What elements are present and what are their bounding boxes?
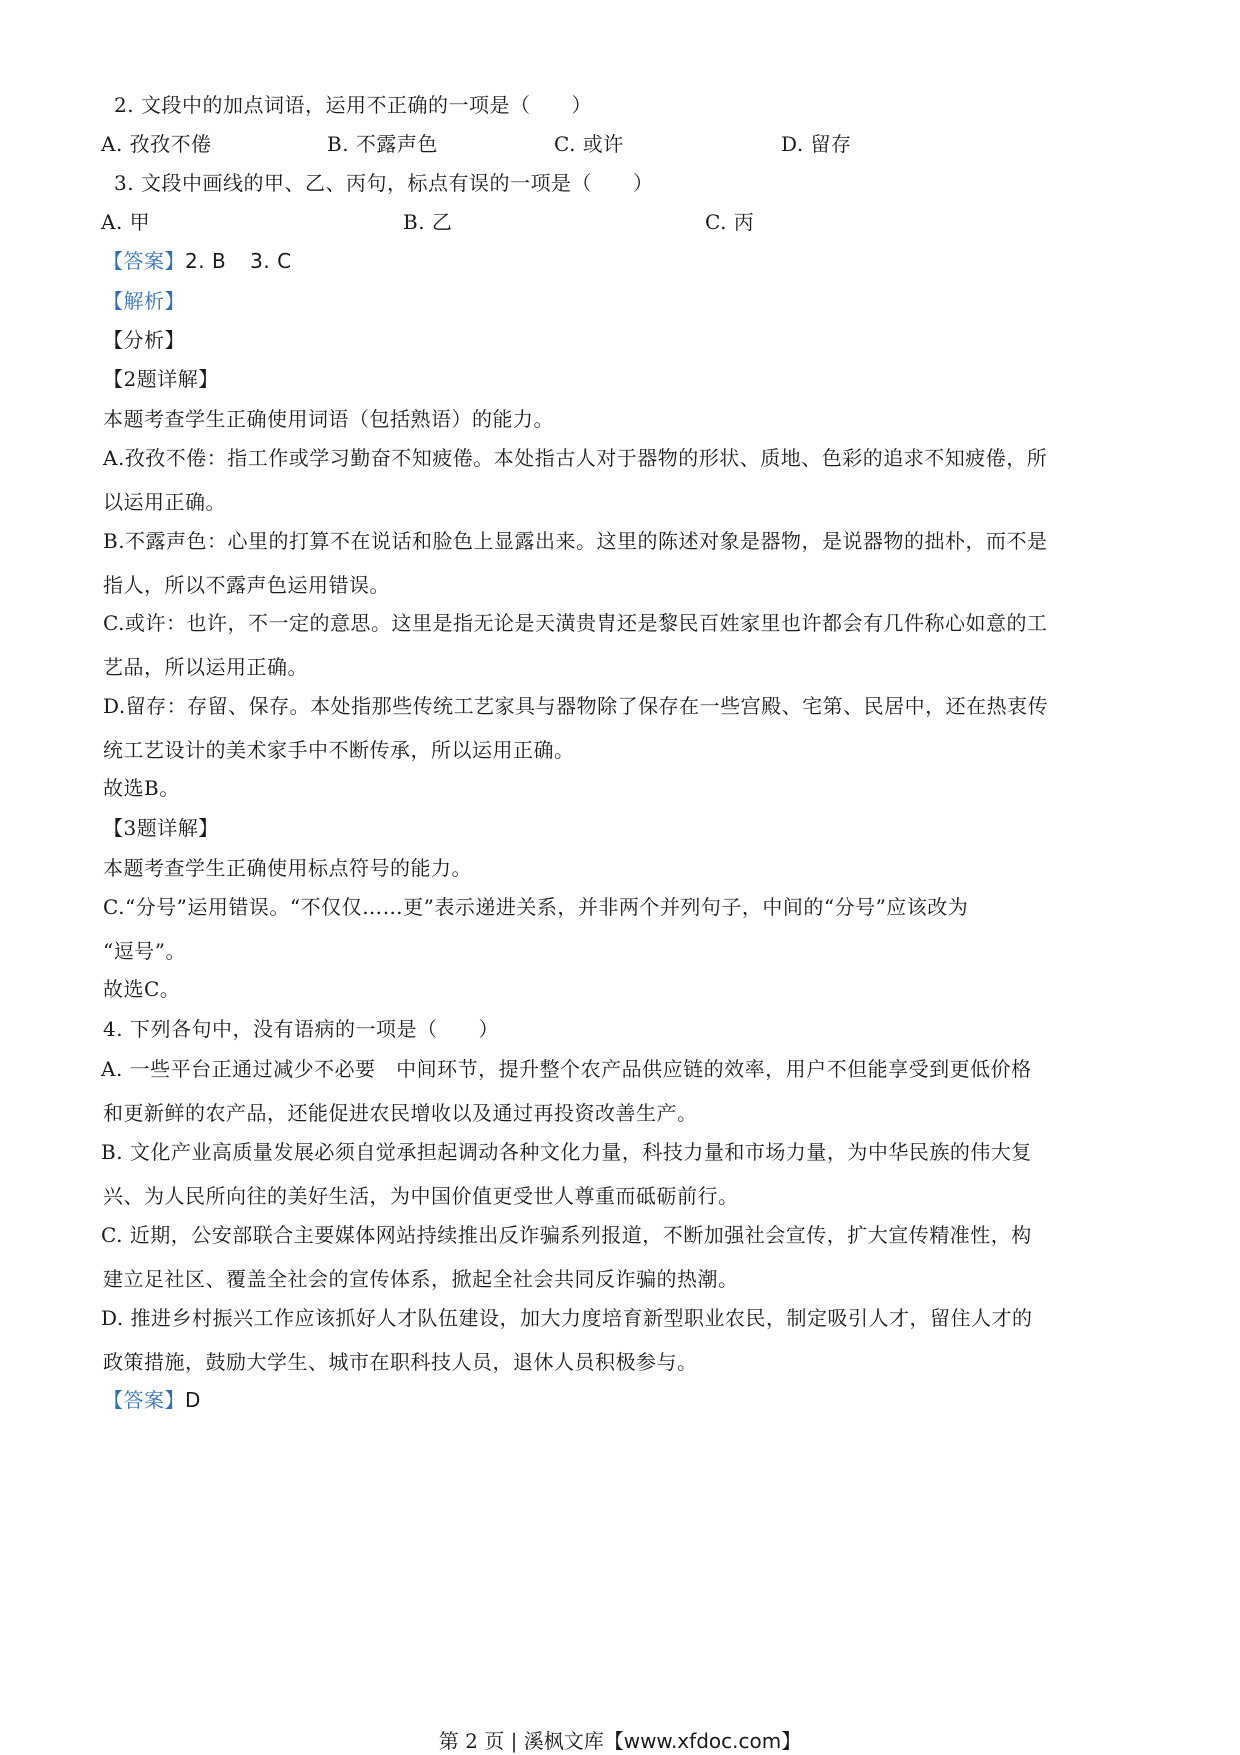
q4-option-b-line2: 兴、为人民所向往的美好生活，为中国价值更受世人尊重而砥砺前行。 bbox=[103, 1184, 739, 1208]
answer-line-4 bbox=[103, 1386, 201, 1414]
detail2-conclusion: 故选B。 bbox=[103, 776, 180, 800]
q3-option-c: C. 丙 bbox=[705, 210, 755, 234]
detail2-b-line2: 指人，所以不露声色运用错误。 bbox=[103, 573, 390, 597]
detail3-c-line1: C.“分号”运用错误。“不仅仅……更”表示递进关系，并非两个并列句子，中间的“分号”应该改为 bbox=[103, 895, 969, 919]
detail2-a-line1: A.孜孜不倦：指工作或学习勤奋不知疲倦。本处指古人对于器物的形状、质地、色彩的追求不知疲倦，所 bbox=[103, 446, 1048, 470]
detail3-c-line2: “逗号”。 bbox=[103, 939, 186, 963]
answer-q2: 2. B bbox=[185, 249, 227, 273]
q4-option-c-line1: C. 近期，公安部联合主要媒体网站持续推出反诈骗系列报道，不断加强社会宣传，扩大宣传精准性，构 bbox=[101, 1223, 1032, 1247]
q3-option-b: B. 乙 bbox=[403, 210, 453, 234]
footer-site-link[interactable]: 溪枫文库【www.xfdoc.com】 bbox=[523, 1729, 802, 1753]
q4-option-c-line2: 建立足社区、覆盖全社会的宣传体系，掀起全社会共同反诈骗的热潮。 bbox=[103, 1267, 739, 1291]
answer4-value: D bbox=[185, 1388, 201, 1412]
footer-separator: | bbox=[510, 1729, 518, 1753]
q2-option-d: D. 留存 bbox=[781, 132, 852, 156]
detail3-heading: 【3题详解】 bbox=[103, 816, 219, 840]
detail3-conclusion: 故选C。 bbox=[103, 977, 181, 1001]
detail2-intro: 本题考查学生正确使用词语（包括熟语）的能力。 bbox=[103, 407, 554, 431]
q3-option-a: A. 甲 bbox=[101, 210, 151, 234]
q4-option-a-line1: A. 一些平台正通过减少不必要 中间环节，提升整个农产品供应链的效率，用户不但能享受到更低价格 bbox=[101, 1057, 1032, 1081]
detail2-heading: 【2题详解】 bbox=[103, 367, 219, 391]
detail3-intro: 本题考查学生正确使用标点符号的能力。 bbox=[103, 856, 472, 880]
q4-option-a-line2: 和更新鲜的农产品，还能促进农民增收以及通过再投资改善生产。 bbox=[103, 1101, 698, 1125]
detail2-d-line2: 统工艺设计的美术家手中不断传承，所以运用正确。 bbox=[103, 738, 575, 762]
q2-stem: 2. 文段中的加点词语，运用不正确的一项是（ ） bbox=[114, 93, 592, 117]
page-footer bbox=[0, 1727, 1240, 1755]
q4-stem: 4. 下列各句中，没有语病的一项是（ ） bbox=[103, 1017, 499, 1041]
q4-option-d-line2: 政策措施，鼓励大学生、城市在职科技人员，退休人员积极参与。 bbox=[103, 1350, 698, 1374]
analysis-tag: 【解析】 bbox=[103, 289, 185, 313]
answer-tag: 【答案】 bbox=[103, 249, 185, 273]
q4-option-d-line1: D. 推进乡村振兴工作应该抓好人才队伍建设，加大力度培育新型职业农民，制定吸引人才，留住人才的 bbox=[101, 1306, 1033, 1330]
answer-line-1 bbox=[103, 247, 292, 275]
detail2-d-line1: D.留存：存留、保存。本处指那些传统工艺家具与器物除了保存在一些宫殿、宅第、民居中，还在热衷传 bbox=[103, 694, 1049, 718]
detail2-a-line2: 以运用正确。 bbox=[103, 490, 226, 514]
answer-q3: 3. C bbox=[250, 249, 292, 273]
answer4-tag: 【答案】 bbox=[103, 1388, 185, 1412]
q2-option-a: A. 孜孜不倦 bbox=[101, 132, 212, 156]
q4-option-b-line1: B. 文化产业高质量发展必须自觉承担起调动各种文化力量，科技力量和市场力量，为中华民族的伟大复 bbox=[101, 1140, 1032, 1164]
footer-page-number: 第 2 页 bbox=[438, 1729, 505, 1753]
q3-stem: 3. 文段中画线的甲、乙、丙句，标点有误的一项是（ ） bbox=[114, 171, 654, 195]
fenxi-heading: 【分析】 bbox=[103, 328, 185, 352]
q2-option-c: C. 或许 bbox=[554, 132, 624, 156]
detail2-c-line1: C.或许：也许，不一定的意思。这里是指无论是天潢贵胄还是黎民百姓家里也许都会有几件称心如意的工 bbox=[103, 611, 1048, 635]
detail2-c-line2: 艺品，所以运用正确。 bbox=[103, 655, 308, 679]
q2-option-b: B. 不露声色 bbox=[327, 132, 438, 156]
detail2-b-line1: B.不露声色：心里的打算不在说话和脸色上显露出来。这里的陈述对象是器物，是说器物的拙朴，而不是 bbox=[103, 529, 1048, 553]
